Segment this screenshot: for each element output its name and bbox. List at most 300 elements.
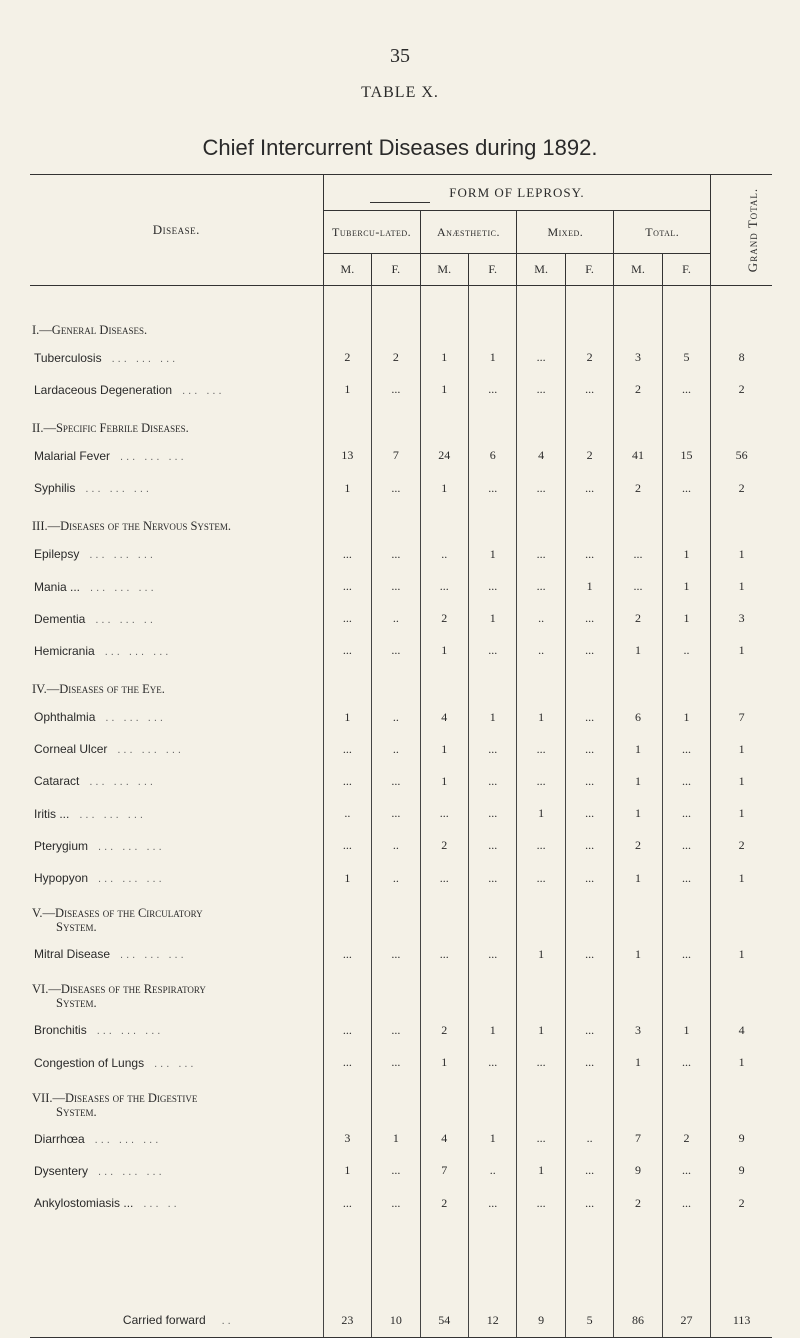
- grand-total-cell: 1: [711, 798, 772, 830]
- section-heading-row: [30, 406, 772, 440]
- grand-total-cell: 2: [711, 830, 772, 862]
- grand-total-header: [711, 175, 772, 286]
- grand-total-cell: 9: [711, 1155, 772, 1187]
- count-cell: ...: [468, 938, 516, 970]
- disease-name-cell: [30, 1123, 323, 1155]
- disease-table: [30, 174, 772, 1338]
- count-cell: 9: [614, 1155, 662, 1187]
- leader-dots: ... ... ...: [120, 450, 187, 463]
- count-cell: ...: [517, 374, 565, 406]
- count-cell: 2: [614, 603, 662, 635]
- leader-dots: ... ... ...: [94, 1133, 162, 1146]
- disease-name-cell: [30, 798, 323, 830]
- count-cell: ...: [323, 603, 371, 635]
- count-cell: 1: [468, 342, 516, 374]
- count-cell: ..: [565, 1123, 613, 1155]
- table-row: [30, 342, 772, 374]
- count-cell: ...: [565, 603, 613, 635]
- total-cell: 86: [614, 1303, 662, 1337]
- count-cell: ...: [565, 538, 613, 570]
- count-cell: ...: [517, 1123, 565, 1155]
- count-cell: 1: [420, 472, 468, 504]
- count-cell: 5: [662, 342, 711, 374]
- count-cell: 1: [517, 1155, 565, 1187]
- count-cell: ...: [565, 938, 613, 970]
- section-heading: [30, 308, 323, 342]
- table-row: [30, 1047, 772, 1079]
- leader-dots: ... ... ...: [90, 581, 157, 594]
- count-cell: ...: [565, 701, 613, 733]
- leader-dots: ... ... ...: [117, 744, 184, 757]
- count-cell: ..: [468, 1155, 516, 1187]
- grand-total-cell: 1: [711, 635, 772, 667]
- count-cell: 1: [517, 798, 565, 830]
- disease-name-cell: [30, 938, 323, 970]
- count-cell: 1: [323, 374, 371, 406]
- table-row: [30, 1187, 772, 1219]
- count-cell: ...: [468, 862, 516, 894]
- count-cell: 2: [565, 342, 613, 374]
- table-row: [30, 570, 772, 602]
- disease-name: Dysentery: [34, 1163, 89, 1178]
- carried-forward-label: Carried forward: [122, 1313, 206, 1327]
- count-cell: ...: [662, 862, 711, 894]
- disease-column-header: Disease.: [30, 175, 323, 286]
- count-cell: 1: [468, 1014, 516, 1046]
- section-heading-row: [30, 504, 772, 538]
- count-cell: 1: [662, 603, 711, 635]
- leader-dots: ... ...: [182, 384, 225, 397]
- count-cell: ...: [468, 798, 516, 830]
- disease-name-cell: [30, 1047, 323, 1079]
- count-cell: ...: [323, 570, 371, 602]
- count-cell: 1: [517, 1014, 565, 1046]
- disease-name-cell: [30, 538, 323, 570]
- count-cell: ..: [372, 862, 420, 894]
- table-row: [30, 440, 772, 472]
- section-heading-row: [30, 667, 772, 701]
- count-cell: 1: [420, 733, 468, 765]
- count-cell: 1: [662, 570, 711, 602]
- section-heading-line: VI.—Diseases of the Respiratory: [32, 982, 206, 997]
- section-heading: [30, 504, 323, 538]
- grand-total-cell: 3: [711, 603, 772, 635]
- count-cell: ...: [323, 830, 371, 862]
- disease-name: Cataract: [34, 774, 80, 789]
- disease-name-cell: [30, 830, 323, 862]
- count-cell: 1: [517, 938, 565, 970]
- disease-name-cell: [30, 342, 323, 374]
- leader-dots: ... ... ...: [96, 1025, 164, 1038]
- total-cell: 5: [565, 1303, 613, 1337]
- grand-total-label: Grand Total.: [745, 187, 761, 273]
- disease-name: Lardaceous Degeneration: [34, 382, 173, 397]
- count-cell: 1: [614, 798, 662, 830]
- grand-total-cell: 2: [711, 374, 772, 406]
- count-cell: ...: [517, 570, 565, 602]
- disease-name-cell: [30, 1187, 323, 1219]
- disease-name: Mania ...: [34, 579, 81, 594]
- count-cell: 1: [323, 472, 371, 504]
- grand-total-cell: 9: [711, 1123, 772, 1155]
- table-row: [30, 938, 772, 970]
- count-cell: ...: [517, 733, 565, 765]
- count-cell: ..: [372, 830, 420, 862]
- count-cell: 1: [420, 1047, 468, 1079]
- table-row: [30, 538, 772, 570]
- count-cell: ...: [372, 938, 420, 970]
- count-cell: ...: [323, 1047, 371, 1079]
- count-cell: ...: [662, 798, 711, 830]
- total-cell: 10: [372, 1303, 420, 1337]
- table-row: [30, 733, 772, 765]
- count-cell: ...: [662, 1187, 711, 1219]
- disease-name: Iritis ...: [34, 806, 70, 821]
- disease-name-cell: [30, 603, 323, 635]
- disease-name: Mitral Disease: [34, 947, 111, 962]
- leader-dots: ..: [221, 1315, 234, 1327]
- section-heading-line: II.—Specific Febrile Diseases.: [32, 420, 189, 435]
- total-cell: 9: [517, 1303, 565, 1337]
- count-cell: 41: [614, 440, 662, 472]
- count-cell: ...: [468, 570, 516, 602]
- count-cell: ...: [565, 1187, 613, 1219]
- count-cell: 1: [420, 765, 468, 797]
- section-heading-line: System.: [56, 996, 97, 1011]
- total-cell: 54: [420, 1303, 468, 1337]
- count-cell: ..: [517, 635, 565, 667]
- count-cell: ...: [565, 635, 613, 667]
- disease-name-cell: [30, 472, 323, 504]
- carried-forward-label-cell: [30, 1303, 323, 1337]
- section-heading-line: I.—General Diseases.: [32, 322, 148, 337]
- count-cell: ...: [565, 1014, 613, 1046]
- leader-dots: ... ... ...: [79, 808, 146, 821]
- count-cell: ...: [565, 830, 613, 862]
- female-subheader: F.: [372, 253, 420, 285]
- table-row: [30, 862, 772, 894]
- count-cell: ...: [517, 472, 565, 504]
- grand-total-cell: 1: [711, 570, 772, 602]
- group-header-3: Total.: [614, 211, 711, 253]
- count-cell: ...: [468, 374, 516, 406]
- count-cell: ...: [517, 830, 565, 862]
- count-cell: ...: [420, 862, 468, 894]
- section-heading: [30, 970, 323, 1014]
- count-cell: 7: [372, 440, 420, 472]
- grand-total-cell: 1: [711, 733, 772, 765]
- count-cell: 2: [372, 342, 420, 374]
- table-row: [30, 603, 772, 635]
- disease-name-cell: [30, 440, 323, 472]
- count-cell: 1: [614, 1047, 662, 1079]
- count-cell: ...: [565, 374, 613, 406]
- spacer-row: [30, 1219, 772, 1303]
- group-header-2: Mixed.: [517, 211, 614, 253]
- count-cell: 1: [662, 1014, 711, 1046]
- disease-name: Malarial Fever: [34, 448, 111, 463]
- grand-total-cell: 56: [711, 440, 772, 472]
- count-cell: 15: [662, 440, 711, 472]
- table-row: [30, 1123, 772, 1155]
- count-cell: 2: [614, 472, 662, 504]
- count-cell: 1: [614, 862, 662, 894]
- section-heading: [30, 1079, 323, 1123]
- section-heading-row: [30, 894, 772, 938]
- count-cell: ...: [372, 798, 420, 830]
- count-cell: 3: [614, 342, 662, 374]
- count-cell: 2: [614, 374, 662, 406]
- leader-dots: ... ... ...: [98, 873, 165, 886]
- count-cell: ...: [517, 1047, 565, 1079]
- section-heading-line: IV.—Diseases of the Eye.: [32, 682, 165, 696]
- grand-total-cell: 8: [711, 342, 772, 374]
- count-cell: 4: [420, 701, 468, 733]
- table-row: [30, 765, 772, 797]
- count-cell: ...: [323, 938, 371, 970]
- disease-name: Dementia: [34, 611, 86, 626]
- disease-name: Ankylostomiasis ...: [34, 1196, 134, 1211]
- count-cell: ...: [420, 570, 468, 602]
- total-cell: 23: [323, 1303, 371, 1337]
- count-cell: ...: [372, 472, 420, 504]
- count-cell: 4: [420, 1123, 468, 1155]
- grand-total-cell: 2: [711, 472, 772, 504]
- count-cell: ...: [565, 472, 613, 504]
- count-cell: ...: [565, 1155, 613, 1187]
- count-cell: 1: [662, 538, 711, 570]
- female-subheader: F.: [565, 253, 613, 285]
- count-cell: 1: [614, 938, 662, 970]
- count-cell: ...: [323, 1014, 371, 1046]
- page-number: 35: [390, 45, 410, 67]
- carried-forward-row: [30, 1303, 772, 1337]
- disease-name: Corneal Ulcer: [34, 742, 108, 757]
- count-cell: ...: [468, 830, 516, 862]
- count-cell: ...: [468, 635, 516, 667]
- section-heading-row: [30, 970, 772, 1014]
- count-cell: ..: [323, 798, 371, 830]
- count-cell: ...: [468, 472, 516, 504]
- count-cell: 2: [420, 1187, 468, 1219]
- female-subheader: F.: [468, 253, 516, 285]
- count-cell: ...: [662, 938, 711, 970]
- count-cell: ...: [662, 374, 711, 406]
- section-heading: [30, 894, 323, 938]
- count-cell: 6: [614, 701, 662, 733]
- count-cell: 2: [662, 1123, 711, 1155]
- leader-dots: ... ... ...: [98, 840, 165, 853]
- table-row: [30, 374, 772, 406]
- count-cell: 13: [323, 440, 371, 472]
- count-cell: ...: [662, 733, 711, 765]
- count-cell: 1: [517, 701, 565, 733]
- count-cell: 7: [614, 1123, 662, 1155]
- disease-name: Tuberculosis: [34, 350, 102, 365]
- disease-name-cell: [30, 701, 323, 733]
- count-cell: 1: [468, 701, 516, 733]
- count-cell: ...: [565, 798, 613, 830]
- count-cell: ...: [372, 374, 420, 406]
- count-cell: ..: [662, 635, 711, 667]
- count-cell: 1: [468, 603, 516, 635]
- count-cell: ...: [372, 1014, 420, 1046]
- count-cell: ...: [420, 798, 468, 830]
- form-of-leprosy-header: FORM OF LEPROSY.: [323, 175, 711, 211]
- count-cell: ...: [468, 765, 516, 797]
- table-row: [30, 798, 772, 830]
- count-cell: 24: [420, 440, 468, 472]
- table-row: [30, 1014, 772, 1046]
- count-cell: 2: [420, 603, 468, 635]
- count-cell: 2: [614, 830, 662, 862]
- disease-name: Bronchitis: [34, 1023, 87, 1038]
- count-cell: ...: [468, 733, 516, 765]
- grand-total-cell: 1: [711, 538, 772, 570]
- grand-total-cell: 7: [711, 701, 772, 733]
- count-cell: ...: [662, 765, 711, 797]
- count-cell: 1: [614, 733, 662, 765]
- count-cell: ...: [372, 635, 420, 667]
- count-cell: 1: [323, 701, 371, 733]
- count-cell: ...: [372, 765, 420, 797]
- leader-dots: ... ..: [143, 1198, 180, 1211]
- count-cell: 1: [614, 635, 662, 667]
- leader-dots: ... ... ...: [104, 645, 172, 658]
- count-cell: 1: [420, 342, 468, 374]
- count-cell: 3: [323, 1123, 371, 1155]
- section-heading-line: System.: [56, 1104, 97, 1119]
- total-cell: 27: [662, 1303, 711, 1337]
- count-cell: ...: [372, 1155, 420, 1187]
- disease-name: Congestion of Lungs: [34, 1055, 145, 1070]
- count-cell: ..: [420, 538, 468, 570]
- count-cell: 1: [420, 374, 468, 406]
- count-cell: ...: [323, 635, 371, 667]
- disease-name-cell: [30, 765, 323, 797]
- count-cell: ...: [517, 1187, 565, 1219]
- table-row: [30, 701, 772, 733]
- leader-dots: ... ... ...: [89, 776, 156, 789]
- count-cell: 6: [468, 440, 516, 472]
- disease-name-cell: [30, 1014, 323, 1046]
- male-subheader: M.: [323, 253, 371, 285]
- count-cell: 2: [323, 342, 371, 374]
- count-cell: ..: [372, 603, 420, 635]
- count-cell: ...: [517, 765, 565, 797]
- count-cell: ...: [517, 342, 565, 374]
- male-subheader: M.: [420, 253, 468, 285]
- count-cell: 1: [468, 1123, 516, 1155]
- grand-total-cell: 1: [711, 765, 772, 797]
- count-cell: ...: [565, 862, 613, 894]
- disease-name-cell: [30, 862, 323, 894]
- grand-total-cell: 2: [711, 1187, 772, 1219]
- group-header-0: Tubercu-lated.: [323, 211, 420, 253]
- disease-name-cell: [30, 570, 323, 602]
- count-cell: ...: [517, 862, 565, 894]
- count-cell: ...: [614, 570, 662, 602]
- section-heading-line: III.—Diseases of the Nervous System.: [32, 519, 232, 534]
- table-title: Chief Intercurrent Diseases during 1892.: [202, 135, 598, 160]
- count-cell: 1: [565, 570, 613, 602]
- disease-name: Diarrhœa: [34, 1131, 85, 1146]
- disease-name: Pterygium: [34, 838, 89, 853]
- count-cell: ...: [662, 1047, 711, 1079]
- grand-total-cell: 4: [711, 1014, 772, 1046]
- table-number: TABLE X.: [361, 84, 439, 101]
- count-cell: ...: [662, 472, 711, 504]
- spacer-row: [30, 286, 772, 308]
- count-cell: 2: [565, 440, 613, 472]
- count-cell: ...: [468, 1187, 516, 1219]
- section-heading-line: V.—Diseases of the Circulatory: [32, 906, 203, 921]
- disease-name: Ophthalmia: [34, 710, 96, 725]
- leader-dots: ... ... ...: [111, 352, 179, 365]
- grand-total-cell: 113: [711, 1303, 772, 1337]
- section-heading-row: [30, 308, 772, 342]
- table-row: [30, 830, 772, 862]
- grand-total-cell: 1: [711, 1047, 772, 1079]
- section-heading-row: [30, 1079, 772, 1123]
- count-cell: ...: [372, 1047, 420, 1079]
- section-heading: [30, 667, 323, 701]
- disease-name: Epilepsy: [34, 547, 80, 562]
- count-cell: ...: [323, 733, 371, 765]
- count-cell: 1: [468, 538, 516, 570]
- grand-total-cell: 1: [711, 862, 772, 894]
- table-row: [30, 472, 772, 504]
- count-cell: 3: [614, 1014, 662, 1046]
- section-heading: [30, 406, 323, 440]
- count-cell: ...: [565, 733, 613, 765]
- count-cell: 1: [420, 635, 468, 667]
- count-cell: 1: [662, 701, 711, 733]
- leader-dots: ... ... ...: [85, 483, 152, 496]
- group-header-1: Anæsthetic.: [420, 211, 517, 253]
- disease-name-cell: [30, 635, 323, 667]
- count-cell: 2: [614, 1187, 662, 1219]
- disease-name-cell: [30, 733, 323, 765]
- count-cell: 1: [614, 765, 662, 797]
- count-cell: 1: [323, 1155, 371, 1187]
- count-cell: ...: [323, 538, 371, 570]
- count-cell: ...: [565, 1047, 613, 1079]
- count-cell: ...: [468, 1047, 516, 1079]
- table-row: [30, 1155, 772, 1187]
- count-cell: 2: [420, 830, 468, 862]
- count-cell: ...: [372, 538, 420, 570]
- count-cell: ..: [517, 603, 565, 635]
- section-heading-line: System.: [56, 920, 97, 935]
- count-cell: ..: [372, 701, 420, 733]
- grand-total-cell: 1: [711, 938, 772, 970]
- disease-name: Hemicrania: [34, 643, 95, 658]
- count-cell: 1: [323, 862, 371, 894]
- count-cell: 2: [420, 1014, 468, 1046]
- count-cell: ...: [614, 538, 662, 570]
- count-cell: ...: [662, 1155, 711, 1187]
- leader-dots: ... ... ...: [120, 949, 187, 962]
- leader-dots: ... ... ..: [95, 613, 156, 626]
- count-cell: ...: [323, 765, 371, 797]
- leader-dots: .. ... ...: [105, 712, 166, 725]
- male-subheader: M.: [614, 253, 662, 285]
- disease-name: Hypopyon: [34, 871, 89, 886]
- disease-name-cell: [30, 374, 323, 406]
- disease-name: Syphilis: [34, 481, 76, 496]
- count-cell: ...: [517, 538, 565, 570]
